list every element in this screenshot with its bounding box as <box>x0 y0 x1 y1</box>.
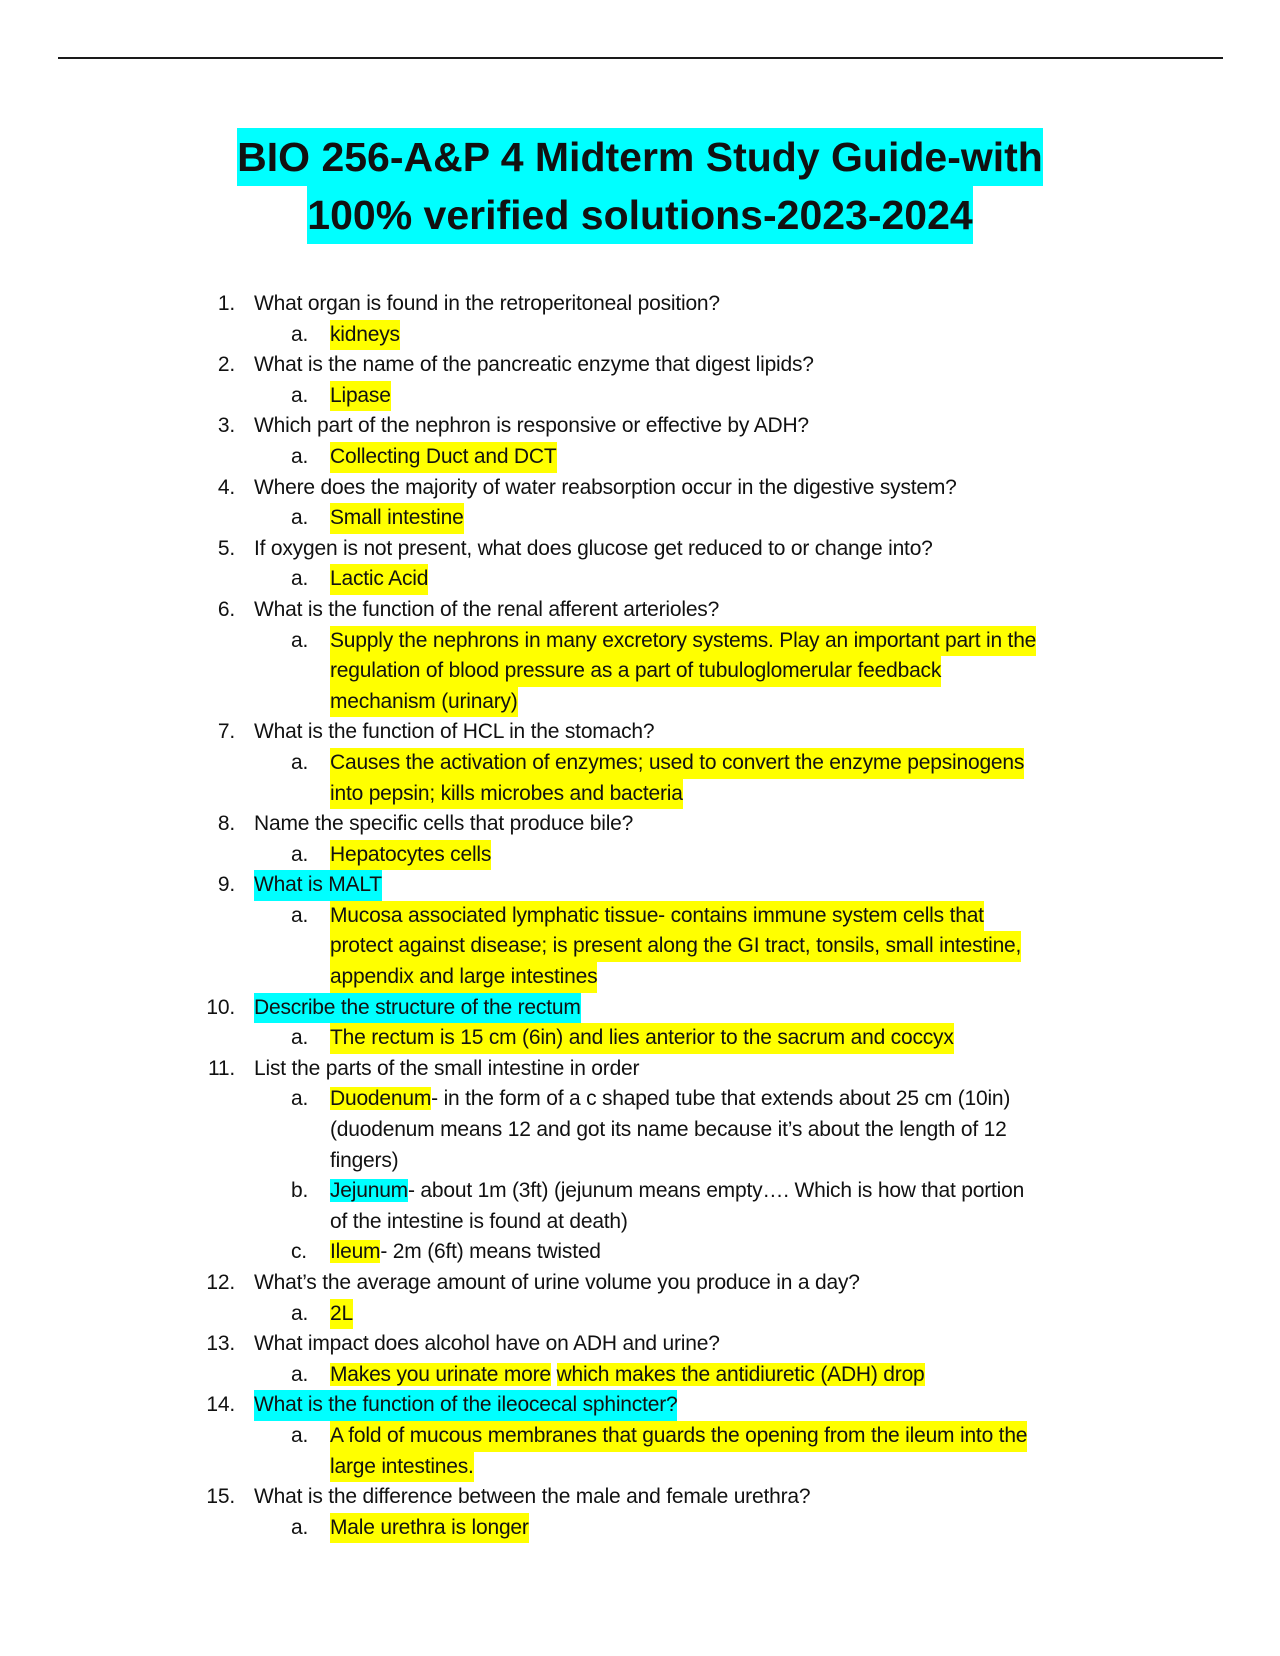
question-number: 8. <box>217 812 235 836</box>
answer-text: The rectum is 15 cm (6in) and lies anterior to the sacrum and coccyx <box>330 1023 954 1054</box>
answer-letter: a. <box>291 1026 309 1050</box>
answer-row <box>0 1023 1280 1054</box>
question-text: List the parts of the small intestine in order <box>254 1056 640 1080</box>
answer-text: large intestines. <box>330 1452 474 1483</box>
question-number: 10. <box>206 995 235 1019</box>
question-text: Which part of the nephron is responsive or effective by ADH? <box>254 414 809 438</box>
answer-text: (duodenum means 12 and got its name because it’s about the length of 12 <box>330 1118 1007 1142</box>
answer-letter: a. <box>291 322 309 346</box>
answer-row <box>0 503 1280 534</box>
answer-text <box>330 1360 925 1391</box>
answer-letter: a. <box>291 444 309 468</box>
question-number: 13. <box>206 1332 235 1356</box>
answer-continuation <box>0 779 1280 810</box>
answer-term: Duodenum <box>330 1087 432 1111</box>
question-row <box>0 1054 1280 1085</box>
top-rule <box>58 57 1223 59</box>
question-row <box>0 1482 1280 1513</box>
answer-text: kidneys <box>330 320 400 351</box>
question-row <box>0 993 1280 1024</box>
answer-text <box>330 1084 1010 1115</box>
answer-row <box>0 1513 1280 1544</box>
question-list <box>0 289 1280 1543</box>
question-text: Where does the majority of water reabsorption occur in the digestive system? <box>254 475 957 499</box>
answer-letter: b. <box>291 1179 309 1203</box>
answer-letter: a. <box>291 506 309 530</box>
question-number: 14. <box>206 1393 235 1417</box>
question-text: What is the function of HCL in the stomach? <box>254 720 655 744</box>
answer-row <box>0 1421 1280 1452</box>
question-text: What impact does alcohol have on ADH and urine? <box>254 1332 720 1356</box>
answer-text: Collecting Duct and DCT <box>330 442 557 473</box>
answer-row <box>0 1084 1280 1115</box>
answer-letter: a. <box>291 628 309 652</box>
answer-text: Supply the nephrons in many excretory systems. Play an important part in the <box>330 626 1036 657</box>
answer-term: Ileum <box>330 1240 381 1264</box>
question-row <box>0 473 1280 504</box>
answer-letter: a. <box>291 1087 309 1111</box>
question-row <box>0 1268 1280 1299</box>
question-row <box>0 289 1280 320</box>
answer-row <box>0 840 1280 871</box>
question-text: What’s the average amount of urine volume you produce in a day? <box>254 1271 860 1294</box>
answer-row <box>0 320 1280 351</box>
answer-detail: - about 1m (3ft) (jejunum means empty…. Which is how that portion <box>407 1179 1025 1203</box>
answer-continuation <box>0 1115 1280 1146</box>
answer-letter: a. <box>291 1515 309 1539</box>
question-number: 3. <box>217 414 235 438</box>
answer-letter: a. <box>291 383 309 407</box>
answer-text: Mucosa associated lymphatic tissue- contains immune system cells that <box>330 901 984 932</box>
question-text: What is the function of the ileocecal sphincter? <box>254 1390 677 1421</box>
answer-letter: a. <box>291 1362 309 1386</box>
answer-term: Jejunum <box>330 1179 408 1203</box>
answer-continuation <box>0 1146 1280 1177</box>
answer-text: protect against disease; is present along the GI tract, tonsils, small intestine, <box>330 931 1021 962</box>
answer-text: Causes the activation of enzymes; used to convert the enzyme pepsinogens <box>330 748 1024 779</box>
question-number: 5. <box>217 536 235 560</box>
question-row <box>0 1329 1280 1360</box>
answer-row <box>0 1176 1280 1207</box>
question-number: 15. <box>206 1485 235 1509</box>
answer-detail: - 2m (6ft) means twisted <box>380 1240 601 1264</box>
answer-part: which makes the antidiuretic (ADH) drop <box>556 1362 925 1386</box>
answer-row <box>0 1360 1280 1391</box>
answer-row <box>0 626 1280 657</box>
question-text: What is the function of the renal afferent arterioles? <box>254 597 720 621</box>
answer-row <box>0 1237 1280 1268</box>
answer-continuation <box>0 687 1280 718</box>
answer-text: A fold of mucous membranes that guards the opening from the ileum into the <box>330 1421 1027 1452</box>
answer-detail: - in the form of a c shaped tube that extends about 25 cm (10in) <box>431 1087 1011 1111</box>
answer-continuation <box>0 931 1280 962</box>
question-text: If oxygen is not present, what does glucose get reduced to or change into? <box>254 536 933 560</box>
question-number: 1. <box>217 292 235 315</box>
question-number: 12. <box>206 1271 235 1294</box>
question-number: 6. <box>217 597 235 621</box>
answer-continuation <box>0 962 1280 993</box>
question-row <box>0 534 1280 565</box>
answer-text: appendix and large intestines <box>330 962 597 993</box>
answer-text: of the intestine is found at death) <box>330 1209 628 1233</box>
answer-continuation <box>0 1207 1280 1238</box>
question-number: 11. <box>207 1056 235 1080</box>
answer-continuation <box>0 1452 1280 1483</box>
answer-text: regulation of blood pressure as a part of tubuloglomerular feedback <box>330 656 941 687</box>
answer-text <box>330 1176 1024 1207</box>
question-text: What organ is found in the retroperitoneal position? <box>254 292 720 315</box>
answer-continuation <box>0 656 1280 687</box>
answer-letter: a. <box>291 750 309 774</box>
title-line-1: BIO 256-A&P 4 Midterm Study Guide-with <box>237 128 1043 186</box>
question-number: 7. <box>217 720 235 744</box>
question-text: Name the specific cells that produce bile? <box>254 812 634 836</box>
question-number: 9. <box>217 873 235 897</box>
question-row <box>0 350 1280 381</box>
question-row <box>0 809 1280 840</box>
answer-letter: a. <box>291 842 309 866</box>
question-text: What is the difference between the male and female urethra? <box>254 1485 811 1509</box>
answer-row <box>0 564 1280 595</box>
question-row <box>0 870 1280 901</box>
answer-letter: a. <box>291 567 309 591</box>
answer-text: into pepsin; kills microbes and bacteria <box>330 779 683 810</box>
answer-row <box>0 1299 1280 1330</box>
answer-text: Male urethra is longer <box>330 1513 529 1544</box>
answer-text: Hepatocytes cells <box>330 840 491 871</box>
question-row <box>0 595 1280 626</box>
answer-row <box>0 748 1280 779</box>
answer-part: Makes you urinate more <box>330 1362 551 1386</box>
answer-text: mechanism (urinary) <box>330 687 518 718</box>
question-text: What is MALT <box>254 870 382 901</box>
question-row <box>0 1390 1280 1421</box>
question-row <box>0 717 1280 748</box>
answer-row <box>0 901 1280 932</box>
answer-text: Lipase <box>330 381 391 412</box>
document-title <box>0 128 1280 244</box>
title-line-2: 100% verified solutions-2023-2024 <box>307 186 972 244</box>
answer-text: Small intestine <box>330 503 464 534</box>
answer-letter: a. <box>291 1423 309 1447</box>
question-number: 2. <box>217 353 235 377</box>
answer-letter: c. <box>291 1240 307 1264</box>
answer-letter: a. <box>291 1301 309 1325</box>
answer-text <box>330 1237 601 1268</box>
question-text: Describe the structure of the rectum <box>254 993 581 1024</box>
answer-letter: a. <box>291 903 309 927</box>
answer-text: fingers) <box>330 1148 399 1172</box>
answer-text: Lactic Acid <box>330 564 428 595</box>
answer-row <box>0 442 1280 473</box>
question-text: What is the name of the pancreatic enzyme that digest lipids? <box>254 353 814 377</box>
answer-text: 2L <box>330 1299 353 1330</box>
question-row <box>0 411 1280 442</box>
answer-row <box>0 381 1280 412</box>
question-number: 4. <box>217 475 235 499</box>
